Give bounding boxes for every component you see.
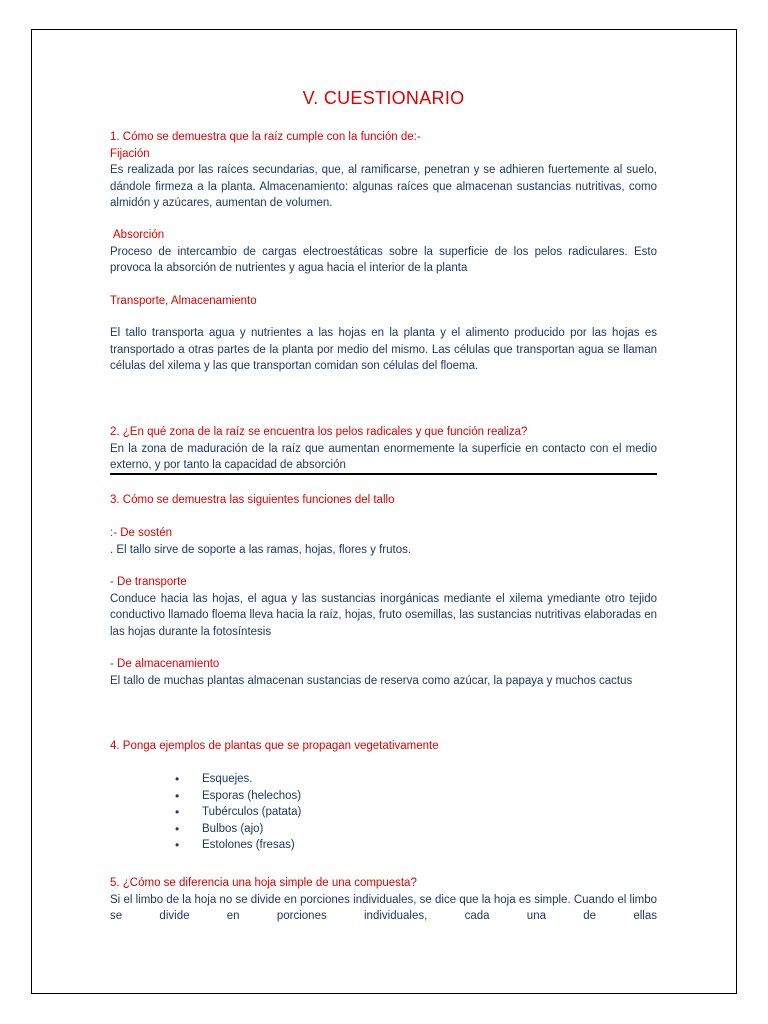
list-item: • Estolones (fresas)	[175, 837, 575, 854]
almacenamiento-section	[110, 656, 657, 689]
question-2-text: 2. ¿En qué zona de la raíz se encuentra los pelos radicales y que función realiza?	[110, 426, 528, 438]
page-title: V. CUESTIONARIO	[302, 88, 465, 108]
question-4-text: 4. Ponga ejemplos de plantas que se propagan vegetativamente	[110, 740, 439, 752]
sosten-section	[110, 525, 657, 558]
question-4	[110, 738, 657, 755]
fijacion-label: Fijación	[110, 147, 150, 160]
list-item: • Bulbos (ajo)	[175, 821, 575, 838]
absorcion-text: Proceso de intercambio de cargas electroestáticas sobre la superficie de los pelos radiculares. Esto provoca la absorción de nutrientes y agua hacia el interior de la planta	[110, 245, 657, 274]
sosten-label: :- De sostén	[110, 527, 172, 539]
question-5-text: 5. ¿Cómo se diferencia una hoja simple de una compuesta?	[110, 877, 417, 889]
question-1-text: 1. Cómo se demuestra que la raíz cumple con la función de:-	[110, 131, 421, 143]
almacenamiento-text: El tallo de muchas plantas almacenan sustancias de reserva como azúcar, la papaya y muchos cactus	[110, 674, 633, 687]
tallo-transporte-section	[110, 574, 657, 640]
absorcion-section	[110, 227, 657, 277]
question-5	[110, 875, 657, 925]
transporte-paragraph	[110, 325, 657, 375]
question-3	[110, 492, 657, 509]
question-5-answer: Si el limbo de la hoja no se divide en porciones individuales, se dice que la hoja es simple. Cuando el limbo se divide en porciones individuales, cada una de ellas	[110, 893, 657, 922]
horizontal-divider	[110, 473, 657, 475]
fijacion-text: Es realizada por las raíces secundarias, que, al ramificarse, penetran y se adhieren fuertemente al suelo, dándole firmeza a la planta. Almacenamiento: algunas raíces que almacenan sustancias nutritivas, como almidón y azúcares, aumentan de volumen.	[110, 164, 657, 209]
list-item: • Tubérculos (patata)	[175, 804, 575, 821]
transporte-section	[110, 293, 657, 310]
question-3-text: 3. Cómo se demuestra las siguientes funciones del tallo	[110, 494, 395, 506]
question-1	[110, 129, 657, 212]
list-item: • Esporas (helechos)	[175, 788, 575, 805]
propagation-list	[175, 771, 575, 854]
almacenamiento-label: - De almacenamiento	[110, 658, 220, 670]
propagation-list-wrapper	[175, 771, 575, 854]
tallo-transporte-label: - De transporte	[110, 576, 187, 588]
list-item: • Esquejes.	[175, 771, 575, 788]
question-2-answer: En la zona de maduración de la raíz que aumentan enormemente la superficie en contacto con el medio externo, y por tanto la capacidad de absorción	[110, 442, 657, 471]
absorcion-label: Absorción	[113, 229, 165, 241]
question-2	[110, 424, 657, 474]
sosten-text: . El tallo sirve de soporte a las ramas, hojas, flores y frutos.	[110, 543, 412, 556]
transporte-text: El tallo transporta agua y nutrientes a las hojas en la planta y el alimento producido por las hojas es transportado a otras partes de la planta por medio del mismo. Las células que transportan agua se llaman células del xilema y las que transportan comidan son células del floema.	[110, 327, 657, 372]
transporte-label: Transporte, Almacenamiento	[110, 295, 257, 307]
tallo-transporte-text: Conduce hacia las hojas, el agua y las sustancias inorgánicas mediante el xilema ymediante otro tejido conductivo llamado floema lleva hacia la raíz, hojas, fruto osemillas, las sustancias nutritivas elaboradas en las hojas durante la fotosíntesis	[110, 592, 657, 638]
